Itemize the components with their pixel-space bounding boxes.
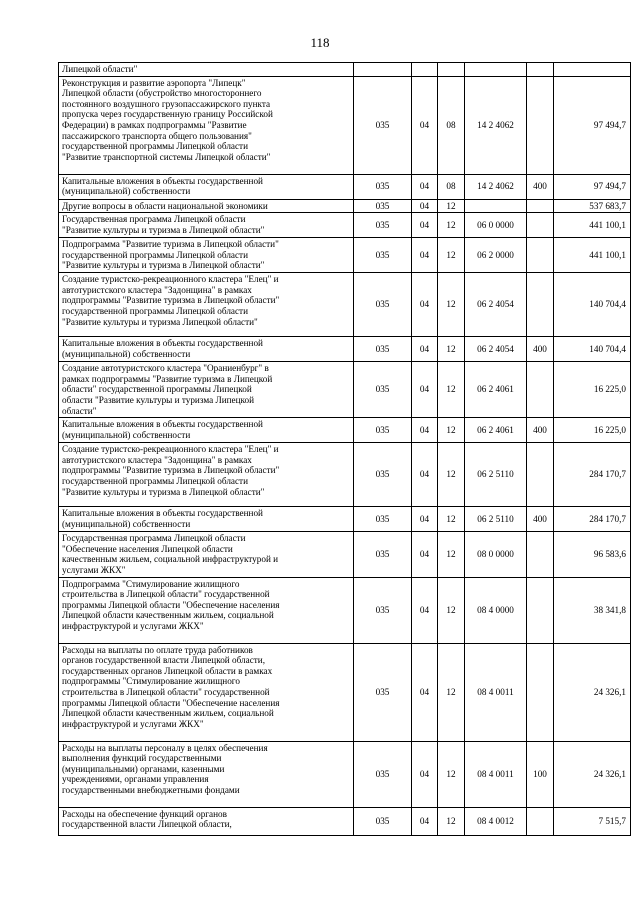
table-cell-admin-code: 035 (354, 807, 412, 835)
table-cell-amount: 97 494,7 (554, 174, 631, 199)
table-cell-target-article: 06 2 4061 (465, 418, 527, 443)
table-cell-amount: 38 341,8 (554, 577, 631, 643)
table-cell-amount: 140 704,4 (554, 337, 631, 362)
table-cell-section: 04 (412, 273, 438, 337)
table-cell-subsection: 12 (438, 418, 465, 443)
table-row (59, 174, 631, 199)
table-cell-target-article: 08 4 0011 (465, 643, 527, 741)
table-cell-name: Капитальные вложения в объекты государственной (муниципальной) собственности (59, 507, 354, 532)
table-cell-target-article: 08 4 0000 (465, 577, 527, 643)
table-cell-target-article: 06 0 0000 (465, 213, 527, 238)
table-row (59, 76, 631, 174)
table-row (59, 199, 631, 213)
table-cell-target-article: 06 2 5110 (465, 443, 527, 507)
table-row (59, 532, 631, 577)
table-cell-section: 04 (412, 213, 438, 238)
table-cell-target-article: 06 2 0000 (465, 238, 527, 273)
table-row (59, 418, 631, 443)
table-cell-amount: 537 683,7 (554, 199, 631, 213)
table-cell-admin-code: 035 (354, 174, 412, 199)
table-cell-name: Липецкой области" (59, 63, 354, 77)
table-cell-expense-type (527, 532, 554, 577)
table-cell-subsection: 08 (438, 76, 465, 174)
table-cell-admin-code: 035 (354, 199, 412, 213)
table-cell-subsection: 12 (438, 213, 465, 238)
table-cell-expense-type (527, 238, 554, 273)
table-cell-admin-code: 035 (354, 443, 412, 507)
table-cell-subsection: 12 (438, 443, 465, 507)
table-row (59, 337, 631, 362)
table-cell-subsection: 12 (438, 362, 465, 418)
table-cell-target-article: 08 4 0011 (465, 741, 527, 807)
table-cell-expense-type (527, 76, 554, 174)
table-cell-name: Подпрограмма "Развитие туризма в Липецкой области" государственной программы Липецкой области "Развитие культуры и туризма в Липецкой области" (59, 238, 354, 273)
table-cell-expense-type (527, 643, 554, 741)
table-row (59, 507, 631, 532)
table-cell-admin-code: 035 (354, 418, 412, 443)
table-cell-amount: 7 515,7 (554, 807, 631, 835)
table-cell-target-article (465, 199, 527, 213)
table-cell-admin-code: 035 (354, 532, 412, 577)
table-cell-section: 04 (412, 741, 438, 807)
table-cell-expense-type (527, 63, 554, 77)
table-cell-section (412, 63, 438, 77)
table-row (59, 577, 631, 643)
budget-table (58, 62, 631, 836)
table-cell-name: Капитальные вложения в объекты государственной (муниципальной) собственности (59, 337, 354, 362)
table-cell-amount: 441 100,1 (554, 238, 631, 273)
table-cell-expense-type: 100 (527, 741, 554, 807)
table-row (59, 807, 631, 835)
table-cell-subsection: 12 (438, 643, 465, 741)
table-cell-admin-code: 035 (354, 337, 412, 362)
table-cell-name: Капитальные вложения в объекты государственной (муниципальной) собственности (59, 174, 354, 199)
table-cell-subsection (438, 63, 465, 77)
table-cell-admin-code: 035 (354, 76, 412, 174)
table-cell-subsection: 12 (438, 199, 465, 213)
table-cell-target-article: 14 2 4062 (465, 76, 527, 174)
table-row (59, 213, 631, 238)
table-cell-name: Другие вопросы в области национальной экономики (59, 199, 354, 213)
table-cell-name: Расходы на обеспечение функций органов государственной власти Липецкой области, (59, 807, 354, 835)
table-cell-target-article: 06 2 4061 (465, 362, 527, 418)
table-cell-expense-type (527, 807, 554, 835)
table-cell-subsection: 12 (438, 577, 465, 643)
table-cell-expense-type: 400 (527, 174, 554, 199)
table-cell-amount: 441 100,1 (554, 213, 631, 238)
table-cell-expense-type (527, 273, 554, 337)
table-cell-amount: 96 583,6 (554, 532, 631, 577)
table-cell-amount: 140 704,4 (554, 273, 631, 337)
table-row (59, 238, 631, 273)
table-cell-amount (554, 63, 631, 77)
table-cell-subsection: 12 (438, 532, 465, 577)
table-cell-expense-type (527, 443, 554, 507)
table-cell-name: Государственная программа Липецкой области "Развитие культуры и туризма в Липецкой области" (59, 213, 354, 238)
table-row (59, 362, 631, 418)
table-cell-admin-code: 035 (354, 362, 412, 418)
table-cell-amount: 97 494,7 (554, 76, 631, 174)
page-number: 118 (310, 35, 330, 50)
table-cell-section: 04 (412, 418, 438, 443)
table-cell-section: 04 (412, 174, 438, 199)
table-cell-amount: 16 225,0 (554, 362, 631, 418)
table-cell-expense-type: 400 (527, 507, 554, 532)
table-cell-section: 04 (412, 337, 438, 362)
table-row (59, 741, 631, 807)
table-cell-admin-code: 035 (354, 577, 412, 643)
table-cell-expense-type (527, 199, 554, 213)
table-cell-amount: 16 225,0 (554, 418, 631, 443)
table-cell-subsection: 12 (438, 507, 465, 532)
table-cell-section: 04 (412, 507, 438, 532)
table-cell-amount: 284 170,7 (554, 507, 631, 532)
table-row (59, 63, 631, 77)
table-cell-admin-code (354, 63, 412, 77)
table-cell-admin-code: 035 (354, 238, 412, 273)
table-cell-target-article: 06 2 4054 (465, 337, 527, 362)
table-cell-name: Расходы на выплаты персоналу в целях обеспечения выполнения функций государственными (муниципальными) органами, казенными учреждениями, органами управления государственными внебюджетными фондами (59, 741, 354, 807)
table-cell-admin-code: 035 (354, 213, 412, 238)
table-cell-name: Создание автотуристского кластера "Ораниенбург" в рамках подпрограммы "Развитие туризма в Липецкой области" государственной программы Липецкой области "Развитие культуры и туризма Липецкой области" (59, 362, 354, 418)
table-cell-target-article: 14 2 4062 (465, 174, 527, 199)
table-cell-target-article (465, 63, 527, 77)
table-cell-name: Подпрограмма "Стимулирование жилищного строительства в Липецкой области" государственной программы Липецкой области "Обеспечение населения Липецкой области качественным жильем, социальной инфраструктурой и услугами ЖКХ" (59, 577, 354, 643)
table-row (59, 643, 631, 741)
table-row (59, 273, 631, 337)
table-cell-name: Расходы на выплаты по оплате труда работников органов государственной власти Липецкой области, государственных органов Липецкой области в рамках подпрограммы "Стимулирование жилищного строительства в Липецкой области" государственной программы Липецкой области "Обеспечение населения Липецкой области качественным жильем, социальной инфраструктурой и услугами ЖКХ" (59, 643, 354, 741)
table-cell-admin-code: 035 (354, 273, 412, 337)
table-cell-subsection: 12 (438, 741, 465, 807)
table-cell-section: 04 (412, 362, 438, 418)
table-cell-section: 04 (412, 76, 438, 174)
table-cell-admin-code: 035 (354, 507, 412, 532)
table-cell-section: 04 (412, 443, 438, 507)
table-cell-expense-type (527, 213, 554, 238)
table-cell-section: 04 (412, 807, 438, 835)
table-cell-amount: 24 326,1 (554, 643, 631, 741)
table-row (59, 443, 631, 507)
table-cell-target-article: 06 2 4054 (465, 273, 527, 337)
table-cell-section: 04 (412, 643, 438, 741)
table-cell-section: 04 (412, 577, 438, 643)
table-cell-name: Создание туристско-рекреационного кластера "Елец" и автотуристского кластера "Задонщина" в рамках подпрограммы "Развитие туризма в Липецкой области" государственной программы Липецкой области "Развитие культуры и туризма в Липецкой области" (59, 443, 354, 507)
table-cell-admin-code: 035 (354, 643, 412, 741)
table-cell-expense-type: 400 (527, 418, 554, 443)
table-cell-expense-type (527, 362, 554, 418)
table-cell-section: 04 (412, 238, 438, 273)
table-cell-subsection: 12 (438, 807, 465, 835)
table-cell-subsection: 12 (438, 273, 465, 337)
table-cell-target-article: 06 2 5110 (465, 507, 527, 532)
table-cell-name: Государственная программа Липецкой области "Обеспечение населения Липецкой области качественным жильем, социальной инфраструктурой и услугами ЖКХ" (59, 532, 354, 577)
table-cell-subsection: 08 (438, 174, 465, 199)
table-cell-expense-type (527, 577, 554, 643)
table-cell-admin-code: 035 (354, 741, 412, 807)
table-cell-section: 04 (412, 199, 438, 213)
table-cell-expense-type: 400 (527, 337, 554, 362)
table-cell-subsection: 12 (438, 238, 465, 273)
table-cell-subsection: 12 (438, 337, 465, 362)
table-cell-target-article: 08 0 0000 (465, 532, 527, 577)
table-cell-section: 04 (412, 532, 438, 577)
table-cell-name: Капитальные вложения в объекты государственной (муниципальной) собственности (59, 418, 354, 443)
table-cell-target-article: 08 4 0012 (465, 807, 527, 835)
table-cell-name: Реконструкция и развитие аэропорта "Липецк" Липецкой области (обустройство многостороннего постоянного воздушного грузопассажирского пункта пропуска через государственную границу Российской Федерации) в рамках подпрограммы "Развитие пассажирского транспорта общего пользования" государственной программы Липецкой области "Развитие транспортной системы Липецкой области" (59, 76, 354, 174)
table-cell-amount: 284 170,7 (554, 443, 631, 507)
table-cell-amount: 24 326,1 (554, 741, 631, 807)
table-cell-name: Создание туристско-рекреационного кластера "Елец" и автотуристского кластера "Задонщина" в рамках подпрограммы "Развитие туризма в Липецкой области" государственной программы Липецкой области "Развитие культуры и туризма Липецкой области" (59, 273, 354, 337)
